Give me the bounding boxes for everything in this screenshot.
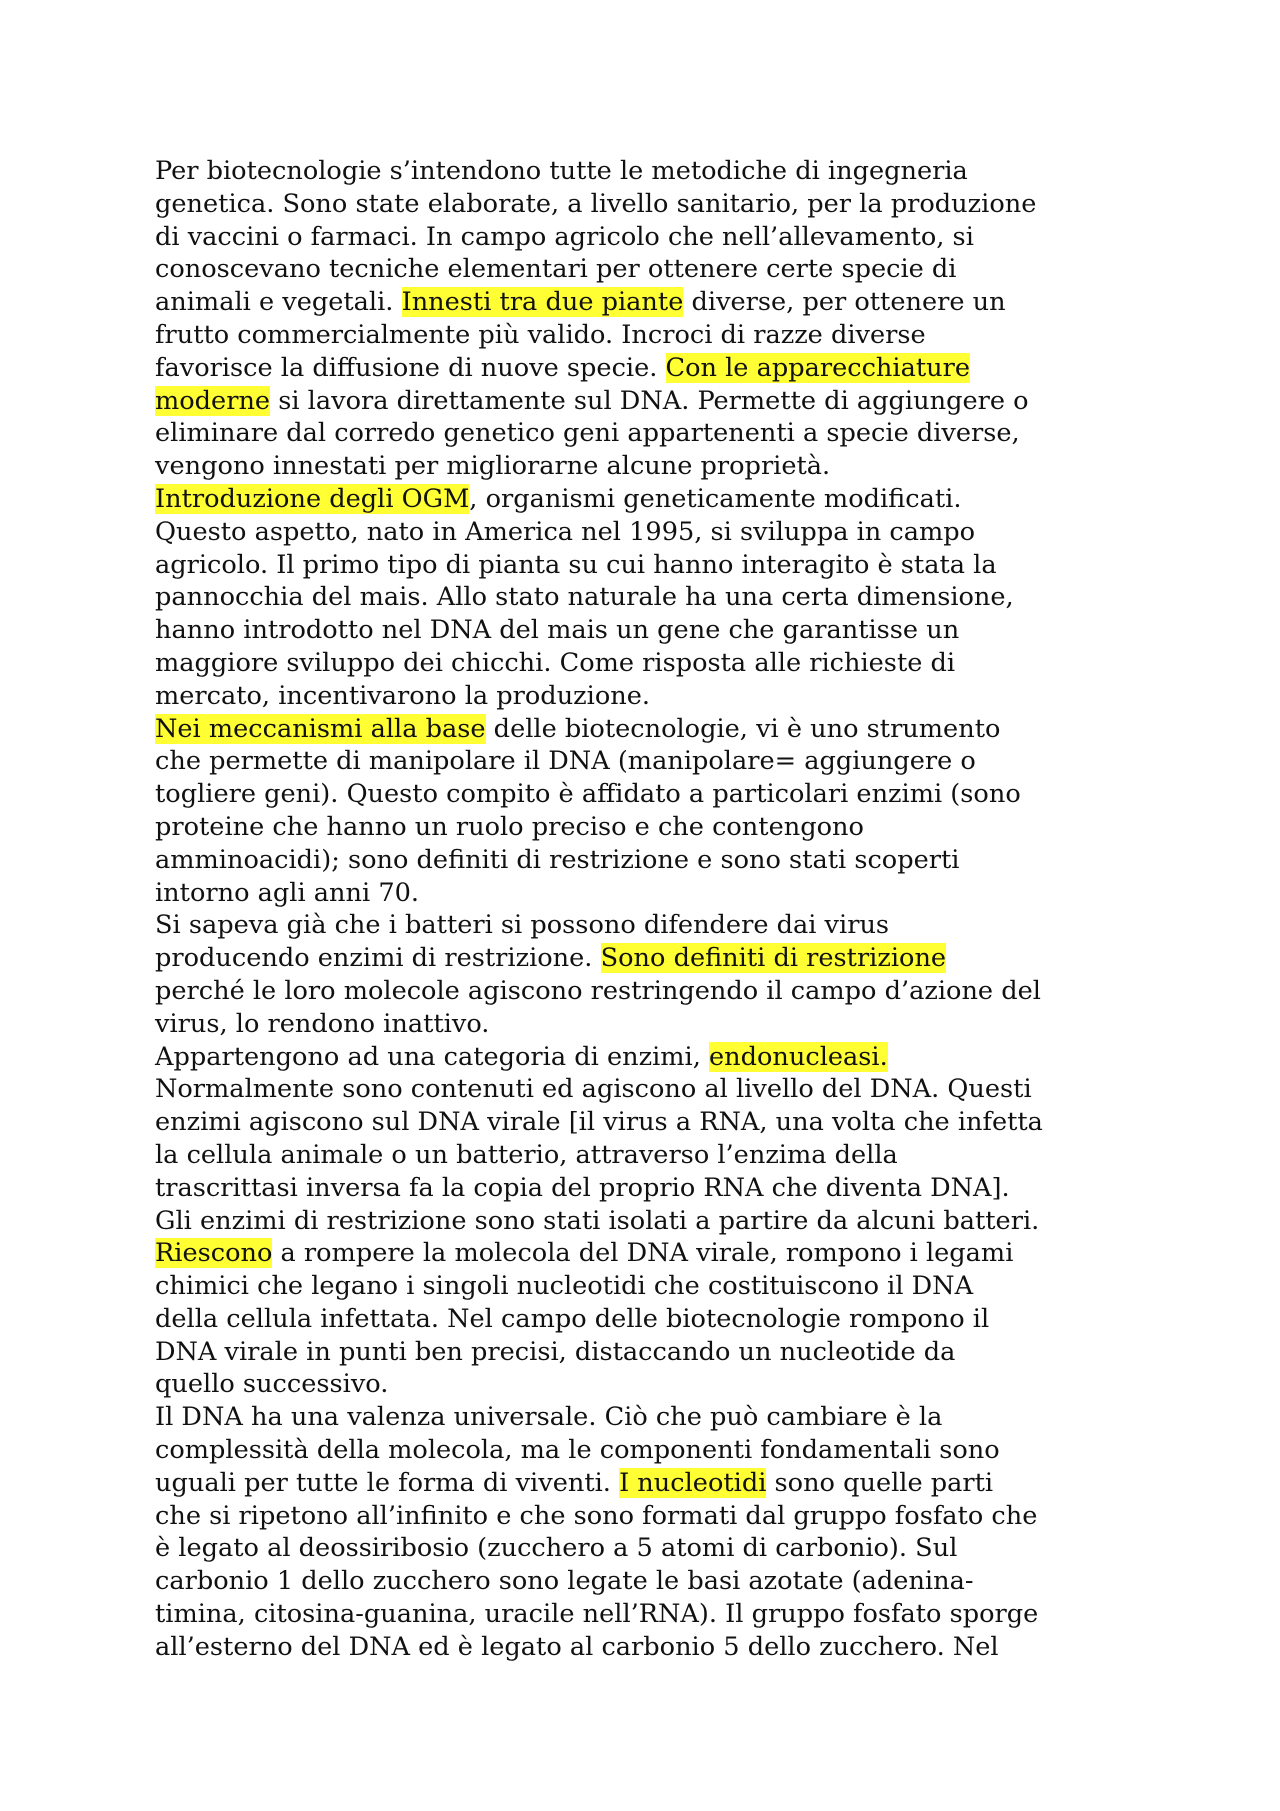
highlighted-text: I nucleotidi <box>619 1467 767 1498</box>
document-page <box>155 155 1155 1664</box>
text-line <box>155 221 1155 254</box>
text-segment: timina, citosina-guanina, uracile nell’RNA). Il gruppo fosfato sporge <box>155 1599 1039 1630</box>
text-segment: all’esterno del DNA ed è legato al carbonio 5 dello zucchero. Nel <box>155 1631 999 1662</box>
text-line <box>155 516 1155 549</box>
text-line <box>155 155 1155 188</box>
text-line <box>155 483 1155 516</box>
text-line <box>155 811 1155 844</box>
document-body <box>155 155 1155 1664</box>
text-segment: Appartengono ad una categoria di enzimi, <box>155 1041 709 1072</box>
text-segment: DNA virale in punti ben precisi, distaccando un nucleotide da <box>155 1336 956 1367</box>
text-line <box>155 1139 1155 1172</box>
text-line <box>155 1401 1155 1434</box>
text-line <box>155 450 1155 483</box>
text-line <box>155 1205 1155 1238</box>
text-segment: a rompere la molecola del DNA virale, rompono i legami <box>272 1238 1014 1269</box>
text-segment: animali e vegetali. <box>155 287 402 318</box>
text-line <box>155 1303 1155 1336</box>
text-segment: uguali per tutte le forma di viventi. <box>155 1467 620 1498</box>
highlighted-text: endonucleasi. <box>708 1041 888 1072</box>
text-segment: producendo enzimi di restrizione. <box>155 943 601 974</box>
text-segment: complessità della molecola, ma le componenti fondamentali sono <box>155 1435 1000 1466</box>
text-segment: enzimi agiscono sul DNA virale [il virus a RNA, una volta che infetta <box>155 1107 1043 1138</box>
text-line <box>155 1336 1155 1369</box>
text-segment: Il DNA ha una valenza universale. Ciò che può cambiare è la <box>155 1402 943 1433</box>
highlighted-text: Introduzione degli OGM <box>155 483 470 514</box>
text-segment: Gli enzimi di restrizione sono stati isolati a partire da alcuni batteri. <box>155 1205 1040 1236</box>
text-segment: maggiore sviluppo dei chicchi. Come risposta alle richieste di <box>155 647 956 678</box>
text-line <box>155 549 1155 582</box>
highlighted-text: moderne <box>155 385 271 416</box>
highlighted-text: Sono definiti di restrizione <box>600 943 947 974</box>
text-line <box>155 1598 1155 1631</box>
text-segment: vengono innestati per migliorarne alcune proprietà. <box>155 451 831 482</box>
text-segment: proteine che hanno un ruolo preciso e che contengono <box>155 811 864 842</box>
text-line <box>155 1172 1155 1205</box>
text-line <box>155 975 1155 1008</box>
text-line <box>155 1631 1155 1664</box>
text-segment: che si ripetono all’infinito e che sono formati dal gruppo fosfato che <box>155 1500 1038 1531</box>
text-line <box>155 286 1155 319</box>
text-line <box>155 909 1155 942</box>
text-line <box>155 417 1155 450</box>
text-segment: agricolo. Il primo tipo di pianta su cui hanno interagito è stata la <box>155 549 997 580</box>
text-line <box>155 745 1155 778</box>
text-line <box>155 1041 1155 1074</box>
text-segment: è legato al deossiribosio (zucchero a 5 atomi di carbonio). Sul <box>155 1533 958 1564</box>
text-segment: mercato, incentivarono la produzione. <box>155 680 651 711</box>
text-line <box>155 1467 1155 1500</box>
text-line <box>155 352 1155 385</box>
highlighted-text: Innesti tra due piante <box>401 287 684 318</box>
text-segment: che permette di manipolare il DNA (manipolare= aggiungere o <box>155 746 976 777</box>
text-line <box>155 1368 1155 1401</box>
text-line <box>155 581 1155 614</box>
text-segment: amminoacidi); sono definiti di restrizione e sono stati scoperti <box>155 844 960 875</box>
text-segment: diverse, per ottenere un <box>683 287 1006 318</box>
text-segment: conoscevano tecniche elementari per ottenere certe specie di <box>155 254 957 285</box>
text-segment: carbonio 1 dello zucchero sono legate le basi azotate (adenina- <box>155 1566 974 1597</box>
text-line <box>155 1008 1155 1041</box>
text-segment: genetica. Sono state elaborate, a livello sanitario, per la produzione <box>155 188 1037 219</box>
text-segment: favorisce la diffusione di nuove specie. <box>155 352 666 383</box>
text-segment: delle biotecnologie, vi è uno strumento <box>485 713 1001 744</box>
text-segment: hanno introdotto nel DNA del mais un gene che garantisse un <box>155 615 960 646</box>
text-line <box>155 1106 1155 1139</box>
text-segment: eliminare dal corredo genetico geni appartenenti a specie diverse, <box>155 418 1020 449</box>
text-segment: chimici che legano i singoli nucleotidi che costituiscono il DNA <box>155 1271 974 1302</box>
text-line <box>155 1237 1155 1270</box>
text-segment: si lavora direttamente sul DNA. Permette di aggiungere o <box>270 385 1029 416</box>
text-line <box>155 188 1155 221</box>
text-line <box>155 614 1155 647</box>
text-segment: trascrittasi inversa fa la copia del proprio RNA che diventa DNA]. <box>155 1172 1010 1203</box>
text-segment: la cellula animale o un batterio, attraverso l’enzima della <box>155 1139 898 1170</box>
highlighted-text: Nei meccanismi alla base <box>155 713 486 744</box>
text-line <box>155 1434 1155 1467</box>
highlighted-text: Con le apparecchiature <box>665 352 971 383</box>
text-line <box>155 647 1155 680</box>
text-segment: Normalmente sono contenuti ed agiscono al livello del DNA. Questi <box>155 1074 1032 1105</box>
text-line <box>155 253 1155 286</box>
text-segment: della cellula infettata. Nel campo delle biotecnologie rompono il <box>155 1303 990 1334</box>
text-segment: Per biotecnologie s’intendono tutte le metodiche di ingegneria <box>155 156 968 186</box>
text-segment: virus, lo rendono inattivo. <box>155 1008 490 1039</box>
text-line <box>155 319 1155 352</box>
text-segment: Questo aspetto, nato in America nel 1995, si sviluppa in campo <box>155 516 976 547</box>
text-segment: pannocchia del mais. Allo stato naturale ha una certa dimensione, <box>155 582 1014 613</box>
text-segment: togliere geni). Questo compito è affidato a particolari enzimi (sono <box>155 779 1021 810</box>
text-line <box>155 713 1155 746</box>
text-segment: quello successivo. <box>155 1369 389 1400</box>
text-line <box>155 844 1155 877</box>
text-segment: perché le loro molecole agiscono restringendo il campo d’azione del <box>155 975 1041 1006</box>
text-segment: frutto commercialmente più valido. Incroci di razze diverse <box>155 319 926 350</box>
text-line <box>155 877 1155 910</box>
text-segment: di vaccini o farmaci. In campo agricolo che nell’allevamento, si <box>155 221 974 252</box>
text-segment: , organismi geneticamente modificati. <box>469 483 962 514</box>
text-line <box>155 1500 1155 1533</box>
highlighted-text: Riescono <box>155 1238 273 1269</box>
text-segment: Si sapeva già che i batteri si possono difendere dai virus <box>155 910 890 941</box>
text-line <box>155 778 1155 811</box>
text-line <box>155 1532 1155 1565</box>
text-line <box>155 1565 1155 1598</box>
text-segment: intorno agli anni 70. <box>155 877 420 908</box>
text-line <box>155 1270 1155 1303</box>
text-line <box>155 385 1155 418</box>
text-line <box>155 1073 1155 1106</box>
text-line <box>155 942 1155 975</box>
text-line <box>155 680 1155 713</box>
text-segment: sono quelle parti <box>766 1467 994 1498</box>
